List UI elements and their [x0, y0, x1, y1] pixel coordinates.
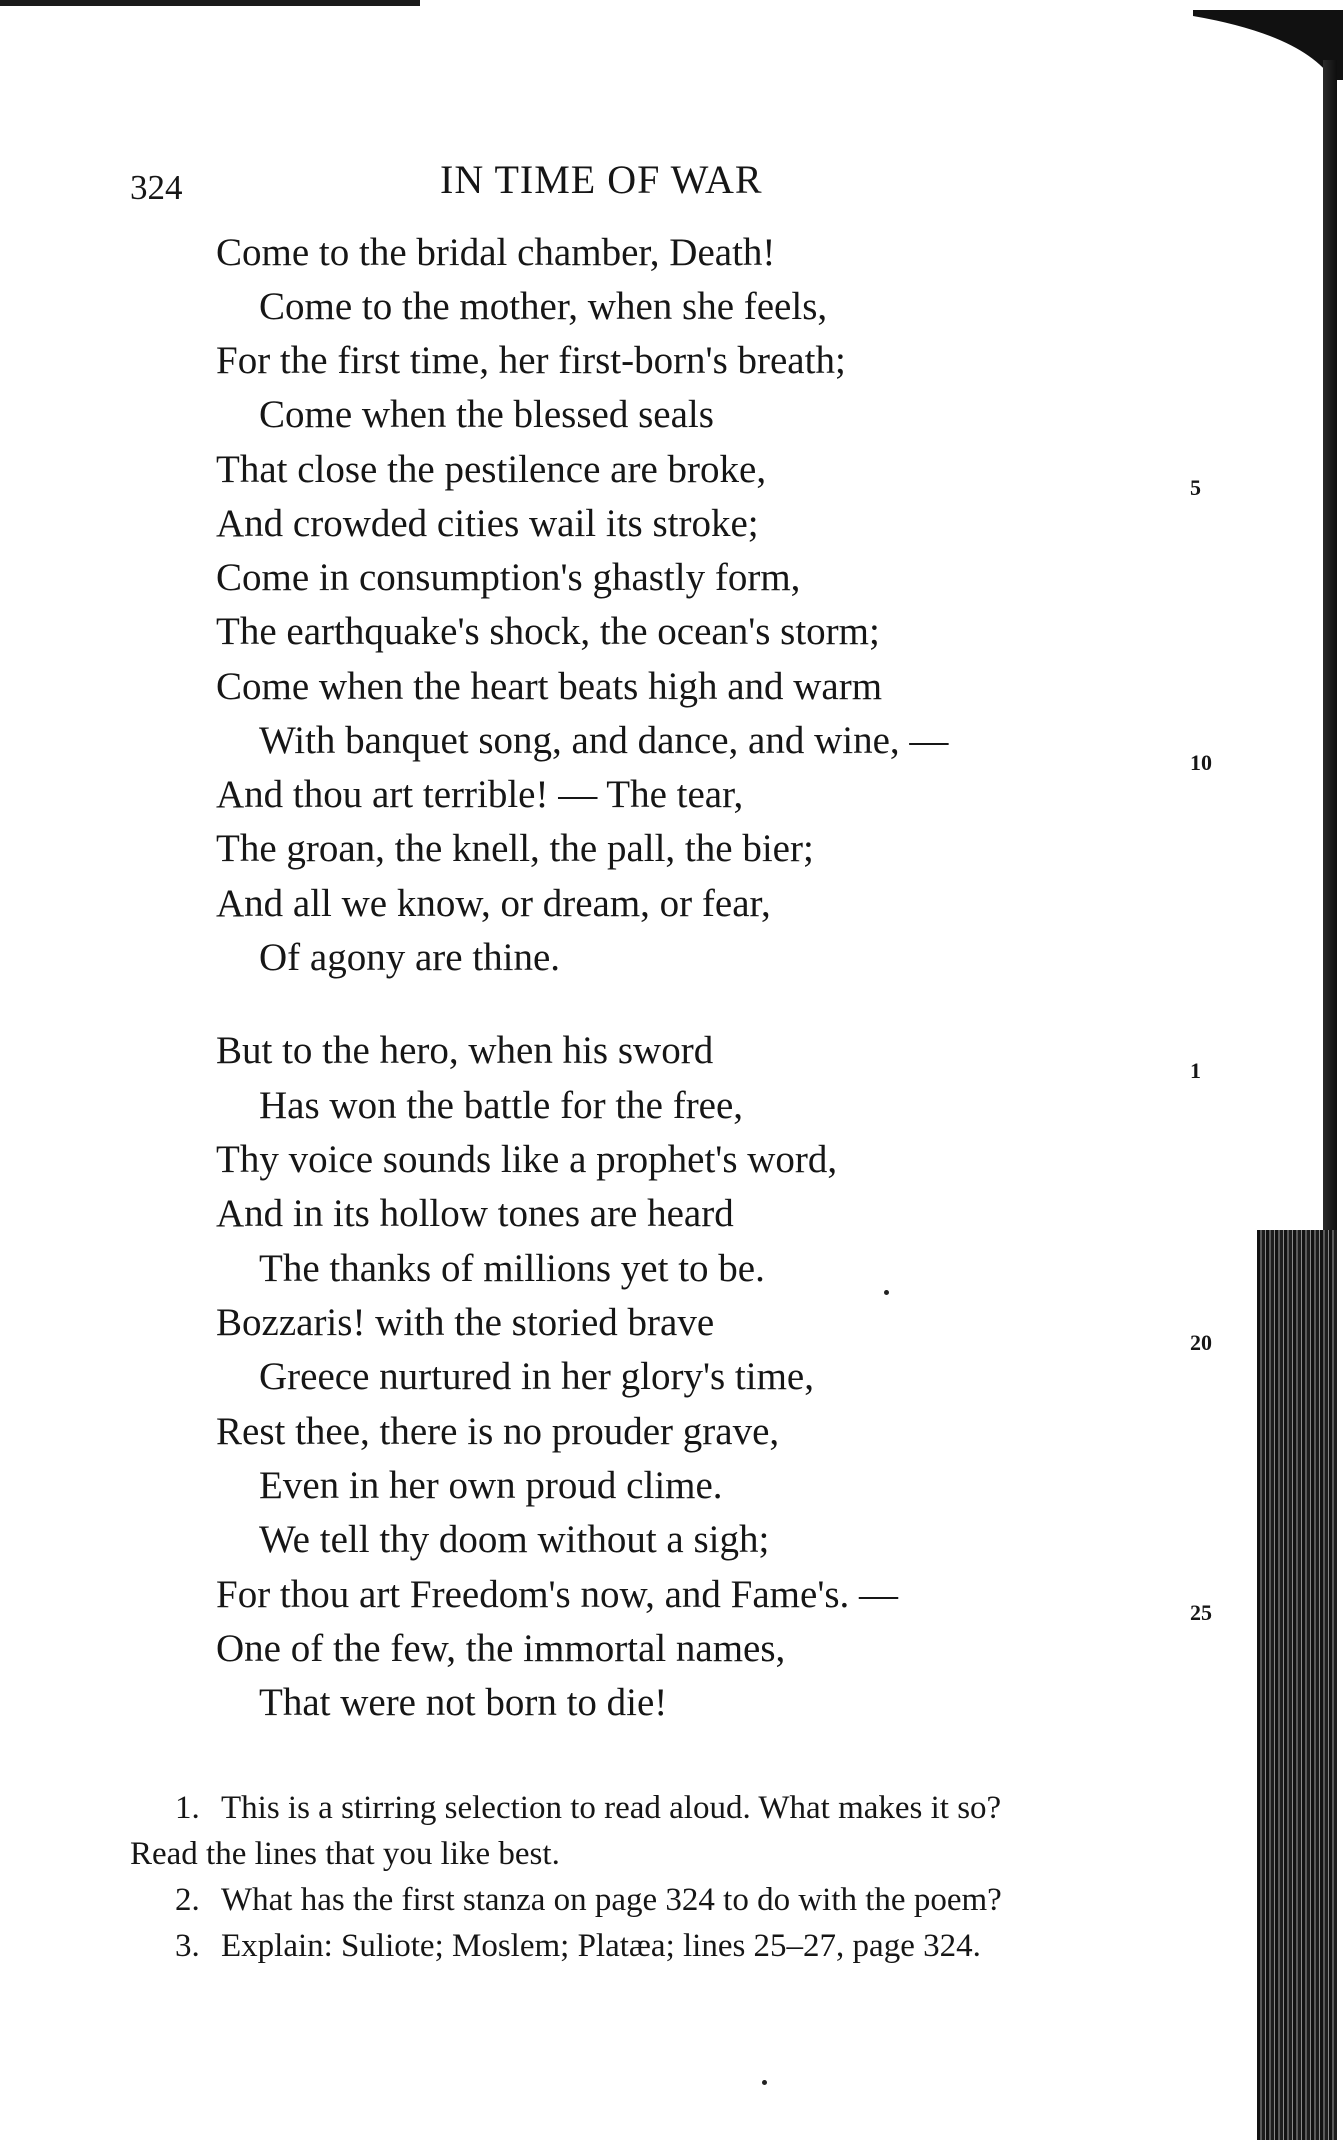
- question-1-continued: Read the lines that you like best.: [130, 1836, 560, 1872]
- poem-line: And thou art terrible! — The tear,: [216, 773, 744, 816]
- page-number: 324: [130, 168, 183, 207]
- poem-line: For thou art Freedom's now, and Fame's. —: [216, 1573, 899, 1616]
- running-title: IN TIME OF WAR: [440, 157, 763, 202]
- poem-line: The groan, the knell, the pall, the bier;: [216, 827, 814, 870]
- question-3: [175, 1928, 981, 1965]
- poem-line: Come to the bridal chamber, Death!: [216, 231, 776, 274]
- poem-line: The thanks of millions yet to be.: [259, 1247, 765, 1290]
- line-number: 1: [1190, 1058, 1201, 1083]
- poem-line: Has won the battle for the free,: [259, 1084, 744, 1127]
- speck: [762, 2080, 767, 2085]
- poem-line: That close the pestilence are broke,: [216, 448, 767, 491]
- line-number: 20: [1190, 1330, 1212, 1355]
- poem-line: With banquet song, and dance, and wine, —: [259, 719, 949, 762]
- poem-line: That were not born to die!: [259, 1681, 668, 1724]
- line-number: 5: [1190, 475, 1201, 500]
- poem-line: Bozzaris! with the storied brave: [216, 1301, 715, 1344]
- poem-line: Of agony are thine.: [259, 936, 561, 979]
- poem-line: For the first time, her first-born's breath;: [216, 339, 846, 382]
- speck: [884, 1290, 889, 1295]
- question-text: What has the first stanza on page 324 to do with the poem?: [221, 1882, 1002, 1918]
- top-rule: [0, 0, 420, 6]
- poem-line: Greece nurtured in her glory's time,: [259, 1355, 814, 1398]
- poem-line: Come when the blessed seals: [259, 393, 714, 436]
- poem-line: And crowded cities wail its stroke;: [216, 502, 759, 545]
- poem-line: Come to the mother, when she feels,: [259, 285, 828, 328]
- question-text: Explain: Suliote; Moslem; Platæa; lines 25–27, page 324.: [221, 1928, 981, 1964]
- page-corner-shadow: [1193, 10, 1343, 80]
- question-text: This is a stirring selection to read aloud. What makes it so?: [221, 1790, 1002, 1826]
- binding-edge: [1257, 1230, 1337, 2140]
- poem-line: The earthquake's shock, the ocean's storm;: [216, 610, 880, 653]
- line-number: 10: [1190, 750, 1212, 775]
- poem-line: But to the hero, when his sword: [216, 1029, 714, 1072]
- poem-line: Come when the heart beats high and warm: [216, 665, 883, 708]
- poem-line: And all we know, or dream, or fear,: [216, 882, 771, 925]
- page-edge-shadow: [1323, 60, 1337, 1240]
- question-number: 1.: [175, 1790, 200, 1826]
- poem-line: And in its hollow tones are heard: [216, 1192, 734, 1235]
- question-2: [175, 1882, 1002, 1919]
- question-number: 2.: [175, 1882, 200, 1918]
- poem-line: One of the few, the immortal names,: [216, 1627, 786, 1670]
- poem-line: Rest thee, there is no prouder grave,: [216, 1410, 780, 1453]
- line-number: 25: [1190, 1600, 1212, 1625]
- poem-line: Thy voice sounds like a prophet's word,: [216, 1138, 838, 1181]
- question-number: 3.: [175, 1928, 200, 1964]
- poem-line: Come in consumption's ghastly form,: [216, 556, 801, 599]
- poem-line: Even in her own proud clime.: [259, 1464, 723, 1507]
- poem-line: We tell thy doom without a sigh;: [259, 1518, 770, 1561]
- question-1: [175, 1790, 1001, 1827]
